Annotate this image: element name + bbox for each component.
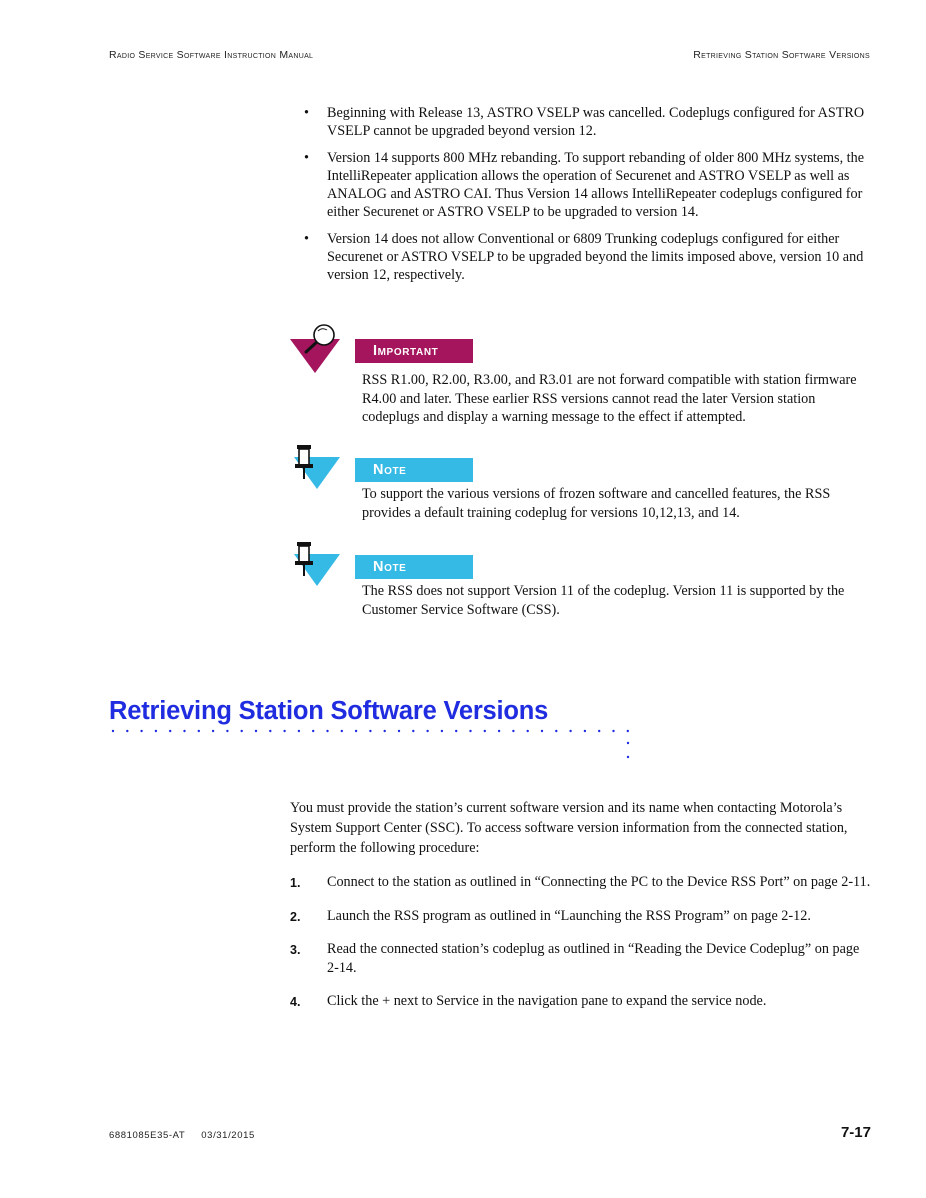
step-text: Read the connected station’s codeplug as outlined in “Reading the Device Codeplug” on page 2-14.: [327, 941, 860, 976]
step-text: Launch the RSS program as outlined in “Launching the RSS Program” on page 2-12.: [327, 907, 811, 924]
bullet-item: [304, 230, 874, 285]
step-text: Click the + next to Service in the navigation pane to expand the service node.: [327, 993, 767, 1009]
intro-paragraph: You must provide the station’s current software version and its name when contacting Motorola’s System Support Center (SSC). To access software version information from the connected station, perform the following procedure:: [290, 800, 848, 856]
step-text: Connect to the station as outlined in “Connecting the PC to the Device RSS Port” on page 2-11.: [327, 874, 871, 890]
running-header-right: Retrieving Station Software Versions: [693, 49, 870, 61]
note-label: Note: [355, 555, 473, 579]
bullet-text: Version 14 supports 800 MHz rebanding. To support rebanding of older 800 MHz systems, the IntelliRepeater application allows the operation of Securenet and ASTRO VSELP as well as ANALOG and ASTRO CAI. Thus Version 14 allows IntelliRepeater codeplugs configured for either Securenet or ASTRO VSELP to be upgraded to version 14.: [327, 149, 865, 221]
bullet-item: [304, 104, 874, 141]
important-text: RSS R1.00, R2.00, R3.00, and R3.01 are not forward compatible with station firmware R4.00 and later. These earlier RSS versions cannot read the later Version station codeplugs and display a warning message to the effect if attempted.: [362, 372, 857, 425]
procedure-step: [290, 873, 874, 892]
procedure-step: [290, 940, 874, 977]
note-text: To support the various versions of frozen software and cancelled features, the RSS provides a default training codeplug for versions 10,12,13, and 14.: [362, 486, 831, 521]
important-magnifier-icon: [288, 322, 344, 379]
bullet-item: [304, 149, 874, 222]
bullet-marker: •: [304, 105, 309, 121]
bullet-text: Beginning with Release 13, ASTRO VSELP was cancelled. Codeplugs configured for ASTRO VSELP cannot be upgraded beyond version 12.: [327, 105, 865, 140]
note-pushpin-icon: [288, 443, 344, 496]
note-text: The RSS does not support Version 11 of the codeplug. Version 11 is supported by the Customer Service Software (CSS).: [362, 583, 845, 618]
heading-dotted-rule: [109, 727, 633, 735]
step-number: 1.: [290, 876, 301, 890]
bullet-list: [304, 104, 874, 293]
running-header-left: Radio Service Software Instruction Manual: [109, 49, 314, 61]
procedure-steps: [290, 873, 874, 1011]
step-number: 3.: [290, 943, 301, 957]
important-label: Important: [355, 339, 473, 363]
page-number: 7-17: [840, 1124, 871, 1141]
bullet-text: Version 14 does not allow Conventional or 6809 Trunking codeplugs configured for either Securenet or ASTRO VSELP to be upgraded beyond the limits imposed above, version 10 and version 12, respectively.: [327, 230, 864, 284]
note-pushpin-icon: [288, 540, 344, 593]
note-label: Note: [355, 458, 473, 482]
bullet-marker: •: [304, 149, 309, 166]
procedure-step: [290, 992, 874, 1011]
heading-dotted-rule-vertical: [624, 735, 632, 771]
footer-doc-number: 6881085E35-AT: [109, 1130, 186, 1141]
section-title: Retrieving Station Software Versions: [109, 697, 549, 725]
footer-doc-info: [109, 1130, 255, 1141]
footer-date: 03/31/2015: [201, 1130, 255, 1141]
procedure-step: [290, 907, 874, 926]
bullet-marker: •: [304, 230, 309, 247]
step-number: 4.: [290, 995, 301, 1009]
step-number: 2.: [290, 909, 301, 924]
